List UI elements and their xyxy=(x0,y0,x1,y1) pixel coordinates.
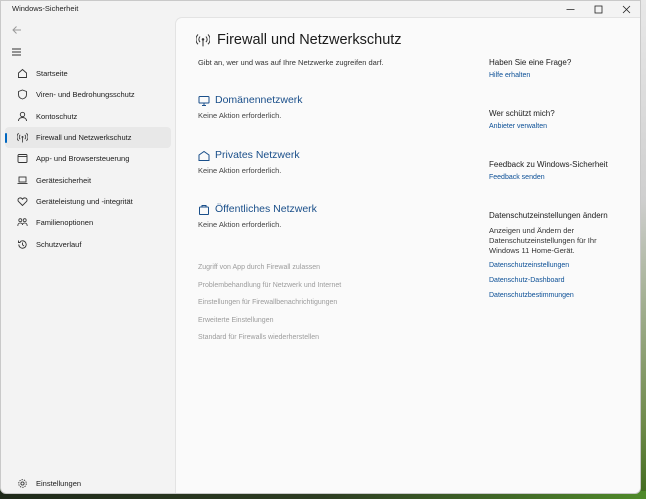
side-privacy xyxy=(489,211,629,303)
domain-network-icon xyxy=(198,94,210,106)
sidebar-footer xyxy=(1,473,173,494)
browser-icon xyxy=(17,153,28,164)
privacy-description: Anzeigen und Ändern der Datenschutzeinstellungen für Ihr Windows 11 Home-Gerät. xyxy=(489,226,597,255)
network-public[interactable] xyxy=(198,203,317,229)
maximize-icon xyxy=(594,5,603,14)
sidebar-item-app-browser[interactable] xyxy=(5,148,171,169)
privacy-dashboard-link[interactable]: Datenschutz-Dashboard xyxy=(489,277,565,284)
restore-defaults-link[interactable]: Standard für Firewalls wiederherstellen xyxy=(198,334,319,341)
sidebar-item-label: Gerätesicherheit xyxy=(36,175,92,185)
side-heading: Datenschutzeinstellungen ändern xyxy=(489,211,608,220)
sidebar-item-einstellungen[interactable] xyxy=(5,473,171,494)
allow-app-link[interactable]: Zugriff von App durch Firewall zulassen xyxy=(198,264,321,271)
network-status: Keine Aktion erforderlich. xyxy=(198,220,282,229)
window-title: Windows-Sicherheit xyxy=(12,4,79,13)
sidebar-item-startseite[interactable] xyxy=(5,63,171,84)
sidebar-item-label: Einstellungen xyxy=(36,479,82,489)
close-icon xyxy=(622,5,631,14)
sidebar-item-label: App- und Browsersteuerung xyxy=(36,154,130,164)
sidebar-item-label: Firewall und Netzwerkschutz xyxy=(36,133,132,143)
sidebar-item-firewall[interactable] xyxy=(5,127,171,148)
hamburger-icon xyxy=(11,47,22,57)
person-icon xyxy=(17,111,28,122)
gear-icon xyxy=(17,478,28,489)
back-button[interactable] xyxy=(11,23,25,37)
side-heading: Haben Sie eine Frage? xyxy=(489,58,572,67)
heart-icon xyxy=(17,196,28,207)
main-content xyxy=(175,17,641,494)
page-title: Firewall und Netzwerkschutz xyxy=(217,32,402,48)
network-domain[interactable] xyxy=(198,94,303,120)
sidebar-item-label: Startseite xyxy=(36,69,68,79)
title-bar xyxy=(1,1,640,17)
wifi-antenna-icon xyxy=(196,33,210,47)
page-header xyxy=(196,32,402,48)
private-network-icon xyxy=(198,149,210,161)
minimize-icon xyxy=(566,5,575,14)
send-feedback-link[interactable]: Feedback senden xyxy=(489,174,545,181)
sidebar-item-kontoschutz[interactable] xyxy=(5,106,171,127)
maximize-button[interactable] xyxy=(584,1,612,17)
caption-buttons xyxy=(556,1,640,17)
troubleshoot-link[interactable]: Problembehandlung für Netzwerk und Internet xyxy=(198,281,342,289)
advanced-settings-link[interactable]: Erweiterte Einstellungen xyxy=(198,316,274,324)
sidebar-item-familienoptionen[interactable] xyxy=(5,212,171,233)
network-private[interactable] xyxy=(198,149,300,175)
shield-icon xyxy=(17,89,28,100)
privacy-statement-link[interactable]: Datenschutzbestimmungen xyxy=(489,292,574,299)
sidebar-item-label: Kontoschutz xyxy=(36,111,78,121)
hamburger-menu-button[interactable] xyxy=(11,44,25,58)
side-protection xyxy=(489,109,629,130)
network-status: Keine Aktion erforderlich. xyxy=(198,111,282,120)
notification-settings-link[interactable]: Einstellungen für Firewallbenachrichtigungen xyxy=(198,299,338,306)
page-subtitle: Gibt an, wer und was auf Ihre Netzwerke zugreifen darf. xyxy=(198,58,384,67)
manage-providers-link[interactable]: Anbieter verwalten xyxy=(489,123,547,130)
history-icon xyxy=(17,239,28,250)
laptop-icon xyxy=(17,175,28,186)
sidebar-item-geraeteleistung[interactable] xyxy=(5,191,171,212)
sidebar-item-label: Familienoptionen xyxy=(36,218,94,228)
network-title[interactable]: Domänennetzwerk xyxy=(215,94,303,106)
sidebar-item-viren[interactable] xyxy=(5,84,171,105)
network-title[interactable]: Öffentliches Netzwerk xyxy=(215,203,317,215)
side-question xyxy=(489,58,629,79)
side-heading: Wer schützt mich? xyxy=(489,109,555,118)
close-button[interactable] xyxy=(612,1,640,17)
family-icon xyxy=(17,217,28,228)
network-title[interactable]: Privates Netzwerk xyxy=(215,149,300,161)
minimize-button[interactable] xyxy=(556,1,584,17)
home-icon xyxy=(17,68,28,79)
network-status: Keine Aktion erforderlich. xyxy=(198,166,282,175)
sidebar-item-geraetesicherheit[interactable] xyxy=(5,169,171,190)
wifi-antenna-icon xyxy=(17,132,28,143)
sidebar-item-schutzverlauf[interactable] xyxy=(5,233,171,254)
firewall-links xyxy=(198,264,341,352)
privacy-settings-link[interactable]: Datenschutzeinstellungen xyxy=(489,262,570,269)
sidebar-item-label: Schutzverlauf xyxy=(36,239,82,249)
public-network-icon xyxy=(198,203,210,215)
sidebar-item-label: Geräteleistung und -integrität xyxy=(36,196,133,206)
sidebar-item-label: Viren- und Bedrohungsschutz xyxy=(36,90,135,100)
side-feedback xyxy=(489,160,629,181)
side-heading: Feedback zu Windows-Sicherheit xyxy=(489,160,608,169)
sidebar-nav xyxy=(1,63,173,255)
get-help-link[interactable]: Hilfe erhalten xyxy=(489,72,531,79)
back-arrow-icon xyxy=(11,24,23,36)
